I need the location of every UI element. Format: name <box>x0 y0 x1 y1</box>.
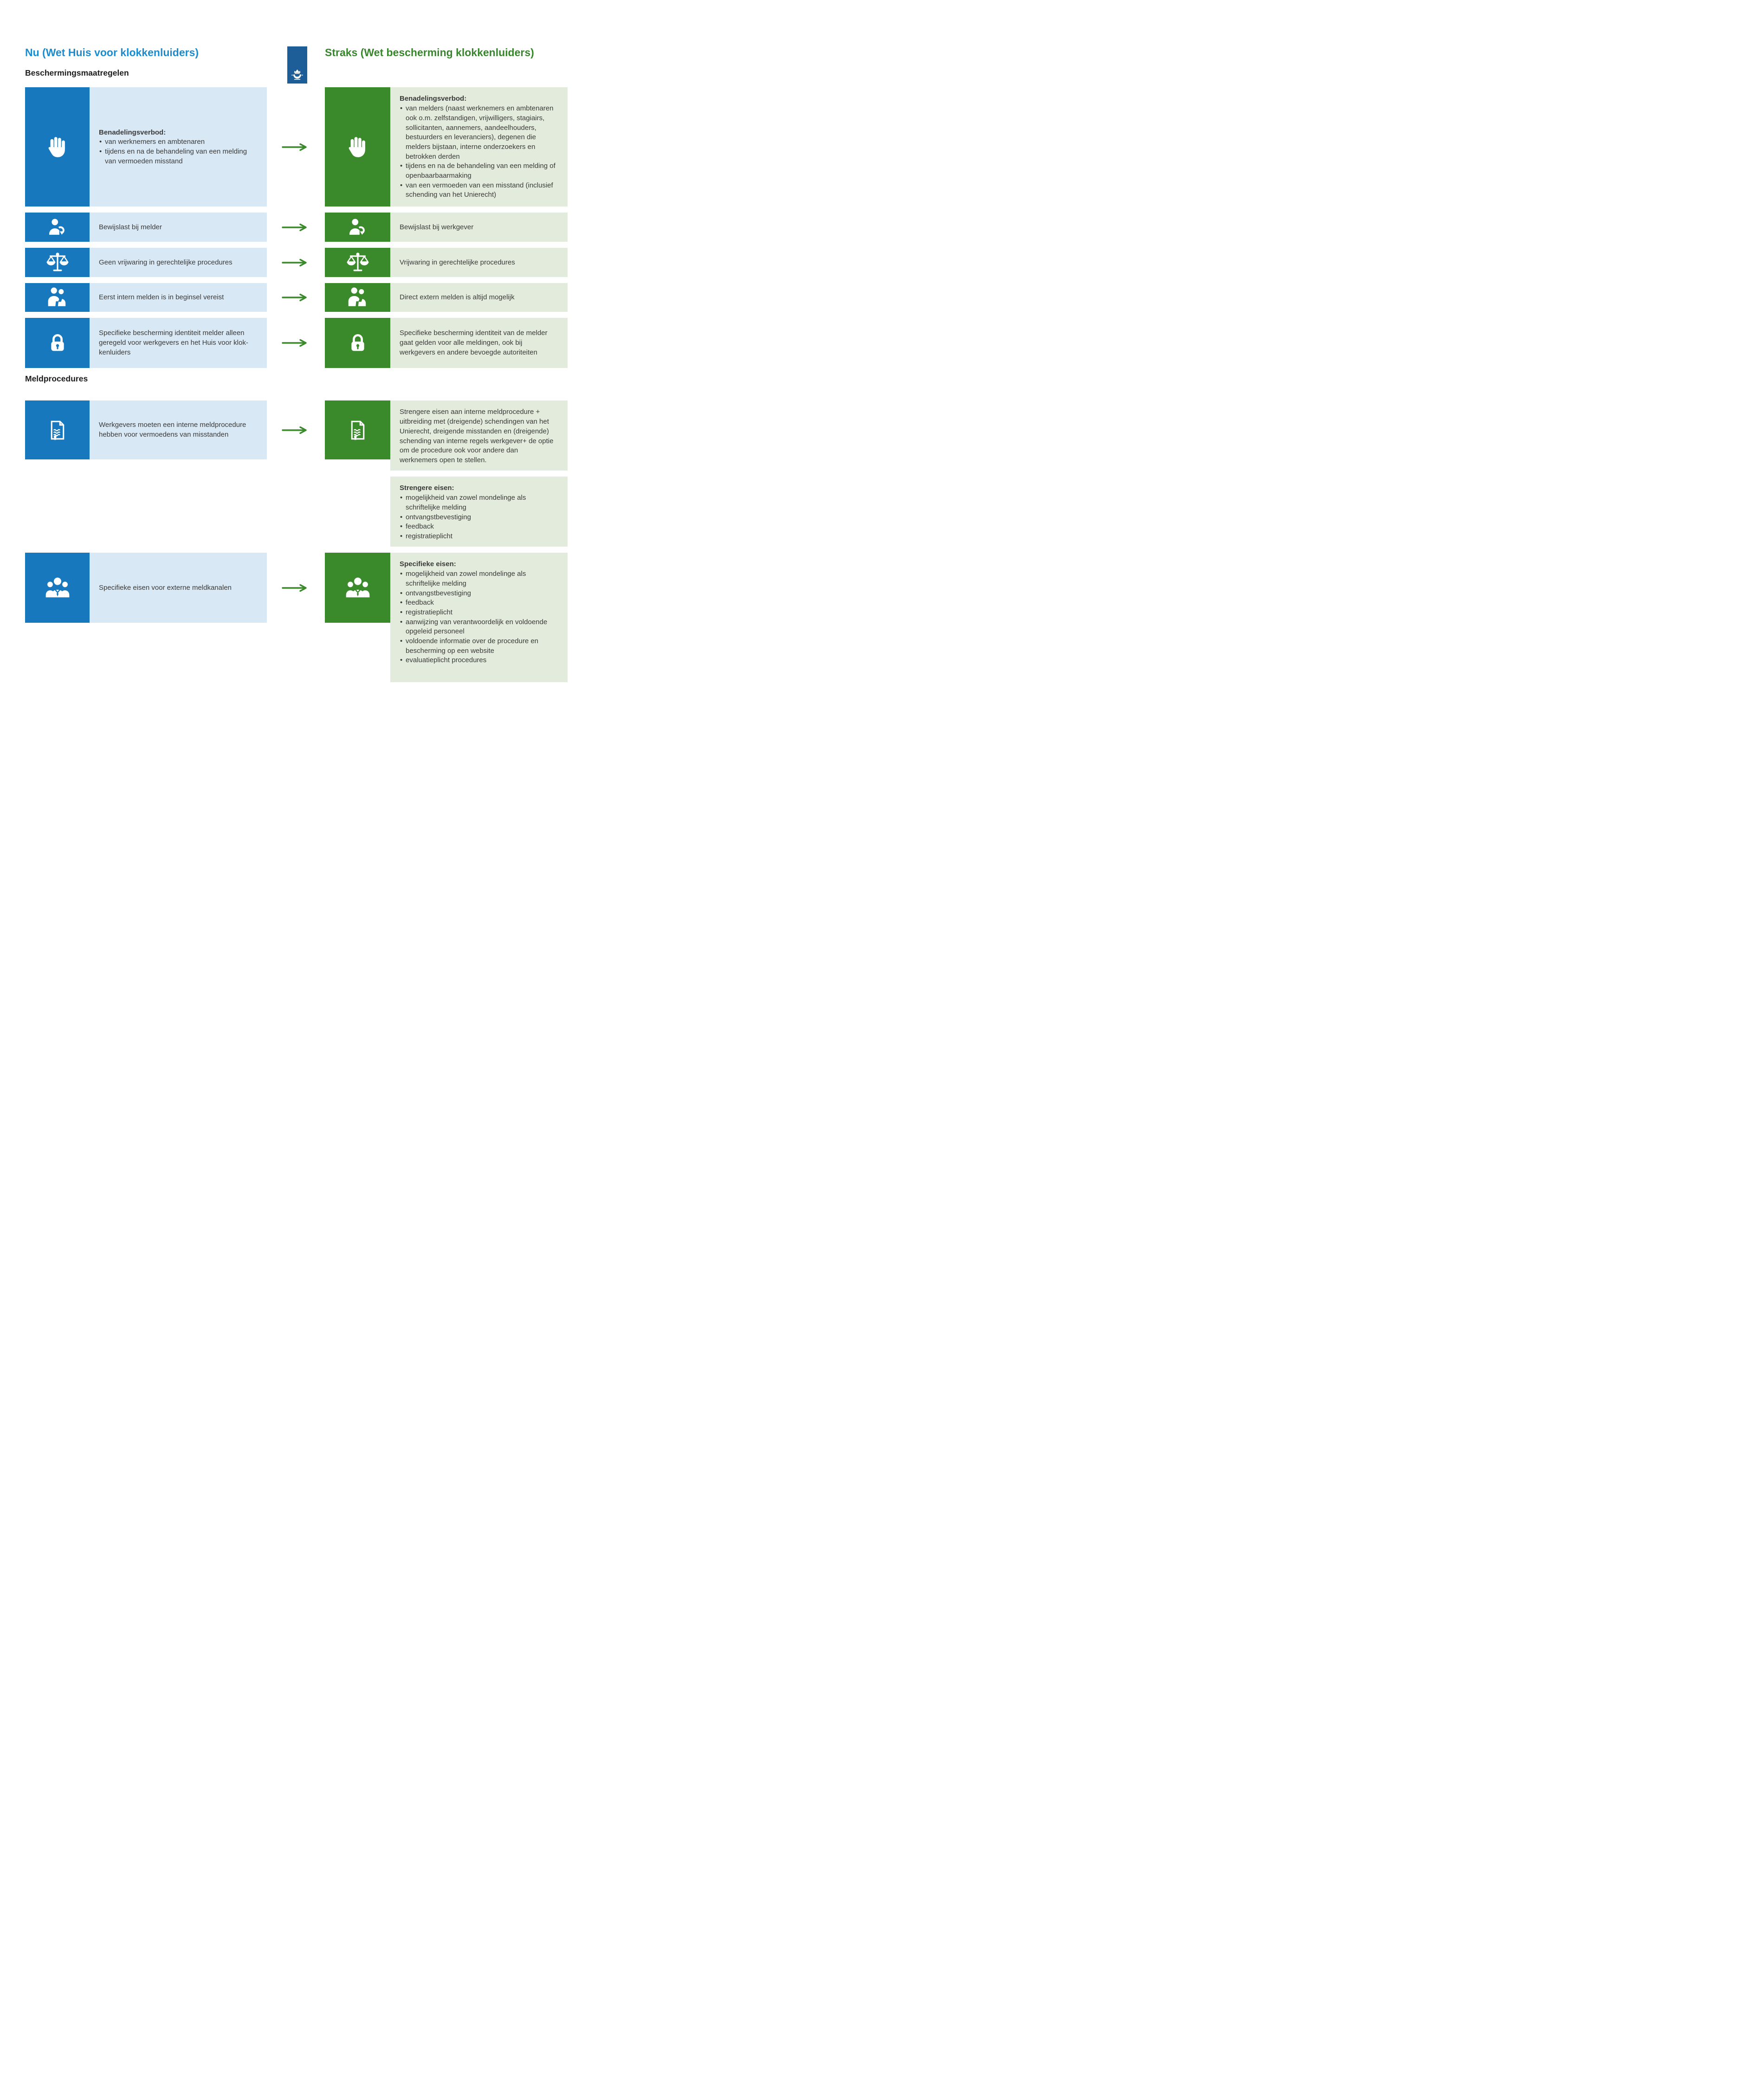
right-arrow-icon <box>282 339 310 347</box>
specifieke-eisen-box <box>390 553 568 682</box>
column-header-nu: Nu (Wet Huis voor klokkenluiders) <box>25 46 199 58</box>
icon-box-right <box>325 553 390 623</box>
section-title-meldprocedures: Meldprocedures <box>25 374 88 384</box>
rijksoverheid-crown-emblem-icon <box>291 67 304 81</box>
icon-box-right <box>325 283 390 312</box>
bullet-item: • ontvangstbevestiging <box>400 589 556 599</box>
row-identiteit <box>25 318 568 368</box>
measure-left-melden <box>90 283 267 312</box>
right-arrow-icon <box>282 258 310 267</box>
row-benadelingsverbod <box>25 87 568 207</box>
padlock-icon <box>47 330 68 355</box>
arrow-cell <box>267 318 325 368</box>
box-heading: Specifieke eisen: <box>400 560 456 568</box>
bullet-list <box>400 104 556 200</box>
arrow-cell <box>267 283 325 312</box>
scales-of-justice-icon <box>46 251 69 274</box>
right-arrow-icon <box>282 143 310 151</box>
icon-box-left <box>25 213 90 242</box>
measure-right-benadelingsverbod <box>390 87 568 207</box>
row-bewijslast <box>25 213 568 242</box>
icon-box-left <box>25 283 90 312</box>
row-melden <box>25 283 568 312</box>
stop-hand-icon <box>344 134 371 161</box>
whistleblower-law-infographic <box>0 46 588 707</box>
measure-left-externe-meldkanalen <box>90 553 267 623</box>
arrow-cell <box>267 248 325 277</box>
bullet-item: • evaluatieplicht procedures <box>400 656 556 665</box>
measure-left-benadelingsverbod <box>90 87 267 207</box>
bullet-list <box>400 493 556 541</box>
bullet-item: • voldoende informatie over de procedure en bescherming op een website <box>400 637 556 656</box>
arrow-cell <box>267 213 325 242</box>
two-people-support-icon <box>46 286 69 309</box>
group-people-icon <box>44 575 71 600</box>
icon-box-right <box>325 400 390 459</box>
bullet-list <box>99 137 255 166</box>
box-text: Eerst intern melden is in beginsel vereist <box>99 293 224 302</box>
measure-left-interne-meldprocedure <box>90 400 267 459</box>
row-externe-meldkanalen <box>25 553 568 682</box>
measure-right-identiteit <box>390 318 568 368</box>
bullet-item: • aanwijzing van verantwoordelijk en voldoende opgeleid personeel <box>400 618 556 637</box>
measure-right-interne-meldprocedure <box>390 400 568 471</box>
bullet-item: • van werknemers en ambtenaren <box>99 137 255 147</box>
stop-hand-icon <box>44 134 71 161</box>
bullet-item: • mogelijkheid van zowel mondelinge als schriftelijke melding <box>400 569 556 588</box>
measure-right-melden <box>390 283 568 312</box>
bullet-list <box>400 569 556 665</box>
scales-of-justice-icon <box>346 251 369 274</box>
icon-box-left <box>25 248 90 277</box>
group-people-icon <box>344 575 371 600</box>
arrow-cell <box>267 553 325 623</box>
row-interne-meldprocedure <box>25 400 568 471</box>
icon-box-left <box>25 400 90 459</box>
row-vrijwaring <box>25 248 568 277</box>
box-text: Werkgevers moeten een interne meldprocedure hebben voor vermoedens van misstanden <box>99 421 246 439</box>
arrow-cell <box>267 87 325 207</box>
section-title-beschermingsmaatregelen: Beschermingsmaatregelen <box>25 68 129 78</box>
person-burden-arrow-icon <box>347 217 368 238</box>
icon-box-right <box>325 318 390 368</box>
bullet-item: • tijdens en na de behandeling van een melding of openbaarbaarmaking <box>400 161 556 181</box>
measure-left-bewijslast <box>90 213 267 242</box>
box-text: Bewijslast bij werkgever <box>400 223 474 231</box>
bullet-item: • van melders (naast werknemers en ambtenaren ook o.m. zelfstandigen, vrijwilligers, stagiairs, sollicitanten, aannemers, aandeelhouders, bestuurders en leveranciers), degenen die melders bijstaan, interne onderzoekers en betrokken derden <box>400 104 556 161</box>
icon-box-right <box>325 87 390 207</box>
right-arrow-icon <box>282 223 310 232</box>
right-arrow-icon <box>282 584 310 592</box>
box-text: Vrijwaring in gerechtelijke procedures <box>400 258 515 266</box>
icon-box-right <box>325 213 390 242</box>
bullet-item: • van een vermoeden van een misstand (inclusief schending van het Unierecht) <box>400 181 556 200</box>
box-heading: Strengere eisen: <box>400 484 454 492</box>
icon-box-right <box>325 248 390 277</box>
right-arrow-icon <box>282 426 310 434</box>
bullet-item: • feedback <box>400 598 556 608</box>
arrow-cell <box>267 400 325 459</box>
box-heading: Benadelingsverbod: <box>99 128 166 136</box>
box-text: Geen vrijwaring in gerechtelijke procedures <box>99 258 233 266</box>
box-text: Specifieke bescherming identiteit van de melder gaat gelden voor alle meldingen, ook bij werkgevers en andere bevoegde autoriteiten <box>400 329 548 356</box>
column-header-straks: Straks (Wet bescherming klokkenluiders) <box>325 46 534 58</box>
measure-right-vrijwaring <box>390 248 568 277</box>
icon-box-left <box>25 87 90 207</box>
box-text: Strengere eisen aan interne meldprocedure + uitbreiding met (dreigende) schendingen van het Unierecht, dreigende misstanden en (dreigende) schending van interne regels werkgever+ de optie om de procedure ook voor andere dan werknemers open te stellen. <box>400 408 554 464</box>
box-text: Specifieke eisen voor externe meldkanalen <box>99 583 232 592</box>
icon-box-left <box>25 318 90 368</box>
box-text: Bewijslast bij melder <box>99 223 162 231</box>
right-arrow-icon <box>282 293 310 302</box>
box-heading: Benadelingsverbod: <box>400 95 467 103</box>
bullet-item: • ontvangstbevestiging <box>400 513 556 523</box>
bullet-item: • registratieplicht <box>400 532 556 542</box>
bullet-item: • mogelijkheid van zowel mondelinge als schriftelijke melding <box>400 493 556 512</box>
rijksoverheid-logo <box>287 46 307 84</box>
measure-right-bewijslast <box>390 213 568 242</box>
box-text: Specifieke bescherming identiteit melder alleen geregeld voor werkgevers en het Huis voor klok-kenluiders <box>99 329 248 356</box>
measure-left-vrijwaring <box>90 248 267 277</box>
icon-box-left <box>25 553 90 623</box>
strengere-eisen-box <box>390 477 568 547</box>
measure-left-identiteit <box>90 318 267 368</box>
bullet-item: • feedback <box>400 522 556 532</box>
document-procedure-icon <box>347 417 369 443</box>
document-procedure-icon <box>46 417 69 443</box>
box-text: Direct extern melden is altijd mogelijk <box>400 293 515 302</box>
bullet-item: • registratieplicht <box>400 608 556 618</box>
bullet-item: • tijdens en na de behandeling van een melding van vermoeden misstand <box>99 147 255 166</box>
row-strengere-eisen <box>25 477 568 547</box>
padlock-icon <box>347 330 368 355</box>
two-people-support-icon <box>346 286 369 309</box>
person-burden-arrow-icon <box>47 217 68 238</box>
